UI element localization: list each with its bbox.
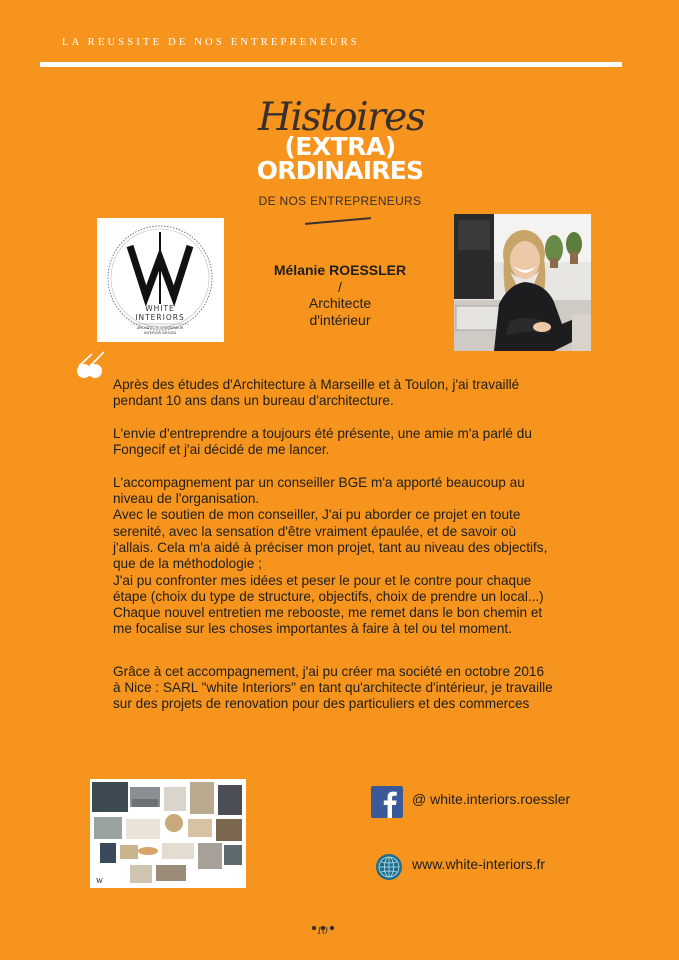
person-name: Mélanie ROESSLER bbox=[273, 262, 407, 278]
title-subtitle: DE NOS ENTREPRENEURS bbox=[258, 194, 422, 208]
text-line: Après des études d'Architecture à Marseille et à Toulon, j'ai travaillé bbox=[113, 377, 520, 392]
person-role-line-1: Architecte bbox=[308, 295, 372, 311]
testimonial-text bbox=[113, 377, 606, 713]
logo-brand-2: INTERIORS bbox=[135, 313, 185, 322]
facebook-handle-link[interactable]: @ white.interiors.roessler bbox=[412, 791, 571, 807]
text-line: Fongecif et j'ai décidé de me lancer. bbox=[113, 442, 330, 458]
globe-icon[interactable] bbox=[375, 853, 403, 881]
interior-moodboard-image bbox=[90, 779, 246, 888]
text-line: L'envie d'entreprendre a toujours été présente, une amie m'a parlé du bbox=[113, 425, 532, 441]
page-dots-ornament bbox=[310, 918, 336, 924]
person-role-line-2: d'intérieur bbox=[309, 311, 371, 328]
logo-tagline-1: ARCHITECTE D'INTERIEUR bbox=[136, 326, 184, 330]
logo-brand: WHITE bbox=[145, 304, 175, 313]
text-line: J'ai pu confronter mes idées et peser le pour et le contre pour chaque bbox=[113, 572, 532, 588]
text-line: j'allais. Cela m'a aidé à préciser mon projet, tant au niveau des objectifs, bbox=[113, 539, 548, 555]
text-line: sur des projets de renovation pour des particuliers et des commerces bbox=[113, 696, 530, 712]
portrait-photo bbox=[454, 214, 591, 351]
text-line: Grâce à cet accompagnement, j'ai pu créer ma société en octobre 2016 bbox=[113, 663, 545, 679]
text-line: Avec le soutien de mon conseiller, J'ai pu aborder ce projet en toute bbox=[113, 507, 521, 523]
svg-text:w: w bbox=[96, 876, 103, 885]
facebook-icon[interactable] bbox=[371, 786, 403, 818]
text-line: L'accompagnement par un conseiller BGE m'a apporté beaucoup au bbox=[113, 474, 525, 490]
title-underline bbox=[305, 217, 371, 224]
website-link[interactable]: www.white-interiors.fr bbox=[412, 856, 546, 872]
title-extra: (EXTRA) bbox=[284, 132, 396, 161]
title-histoires: Histoires bbox=[258, 95, 425, 140]
running-title: LA REUSSITE DE NOS ENTREPRENEURS bbox=[62, 37, 360, 48]
logo-tagline-2: INTERIOR DESIGN bbox=[143, 331, 177, 335]
person-info bbox=[250, 262, 430, 328]
text-line: Chaque nouvel entretien me rebooste, me remet dans le bon chemin et bbox=[113, 605, 543, 621]
text-line: niveau de l'organisation. bbox=[113, 491, 260, 507]
quote-icon bbox=[76, 350, 108, 385]
title-ordinaires: ORDINAIRES bbox=[256, 156, 424, 185]
section-title bbox=[240, 95, 440, 235]
text-line: à Nice : SARL "white Interiors" en tant qu'architecte d'intérieur, je travaille bbox=[113, 680, 553, 696]
text-line: me focalise sur les choses importantes à faire à tel ou tel moment. bbox=[113, 621, 512, 637]
text-line: pendant 10 ans dans un bureau d'architecture. bbox=[113, 393, 394, 409]
text-line: serenité, avec la sensation d'être vraiment épaulée, et de savoir où bbox=[113, 523, 517, 539]
header-divider bbox=[40, 62, 622, 67]
person-separator: / bbox=[338, 278, 342, 295]
company-logo bbox=[97, 218, 224, 342]
page-number: 10 bbox=[316, 925, 328, 937]
text-line: étape (choix du type de structure, objectifs, choix de prendre un local...) bbox=[113, 588, 544, 604]
text-line: que de la méthodologie ; bbox=[113, 556, 262, 572]
